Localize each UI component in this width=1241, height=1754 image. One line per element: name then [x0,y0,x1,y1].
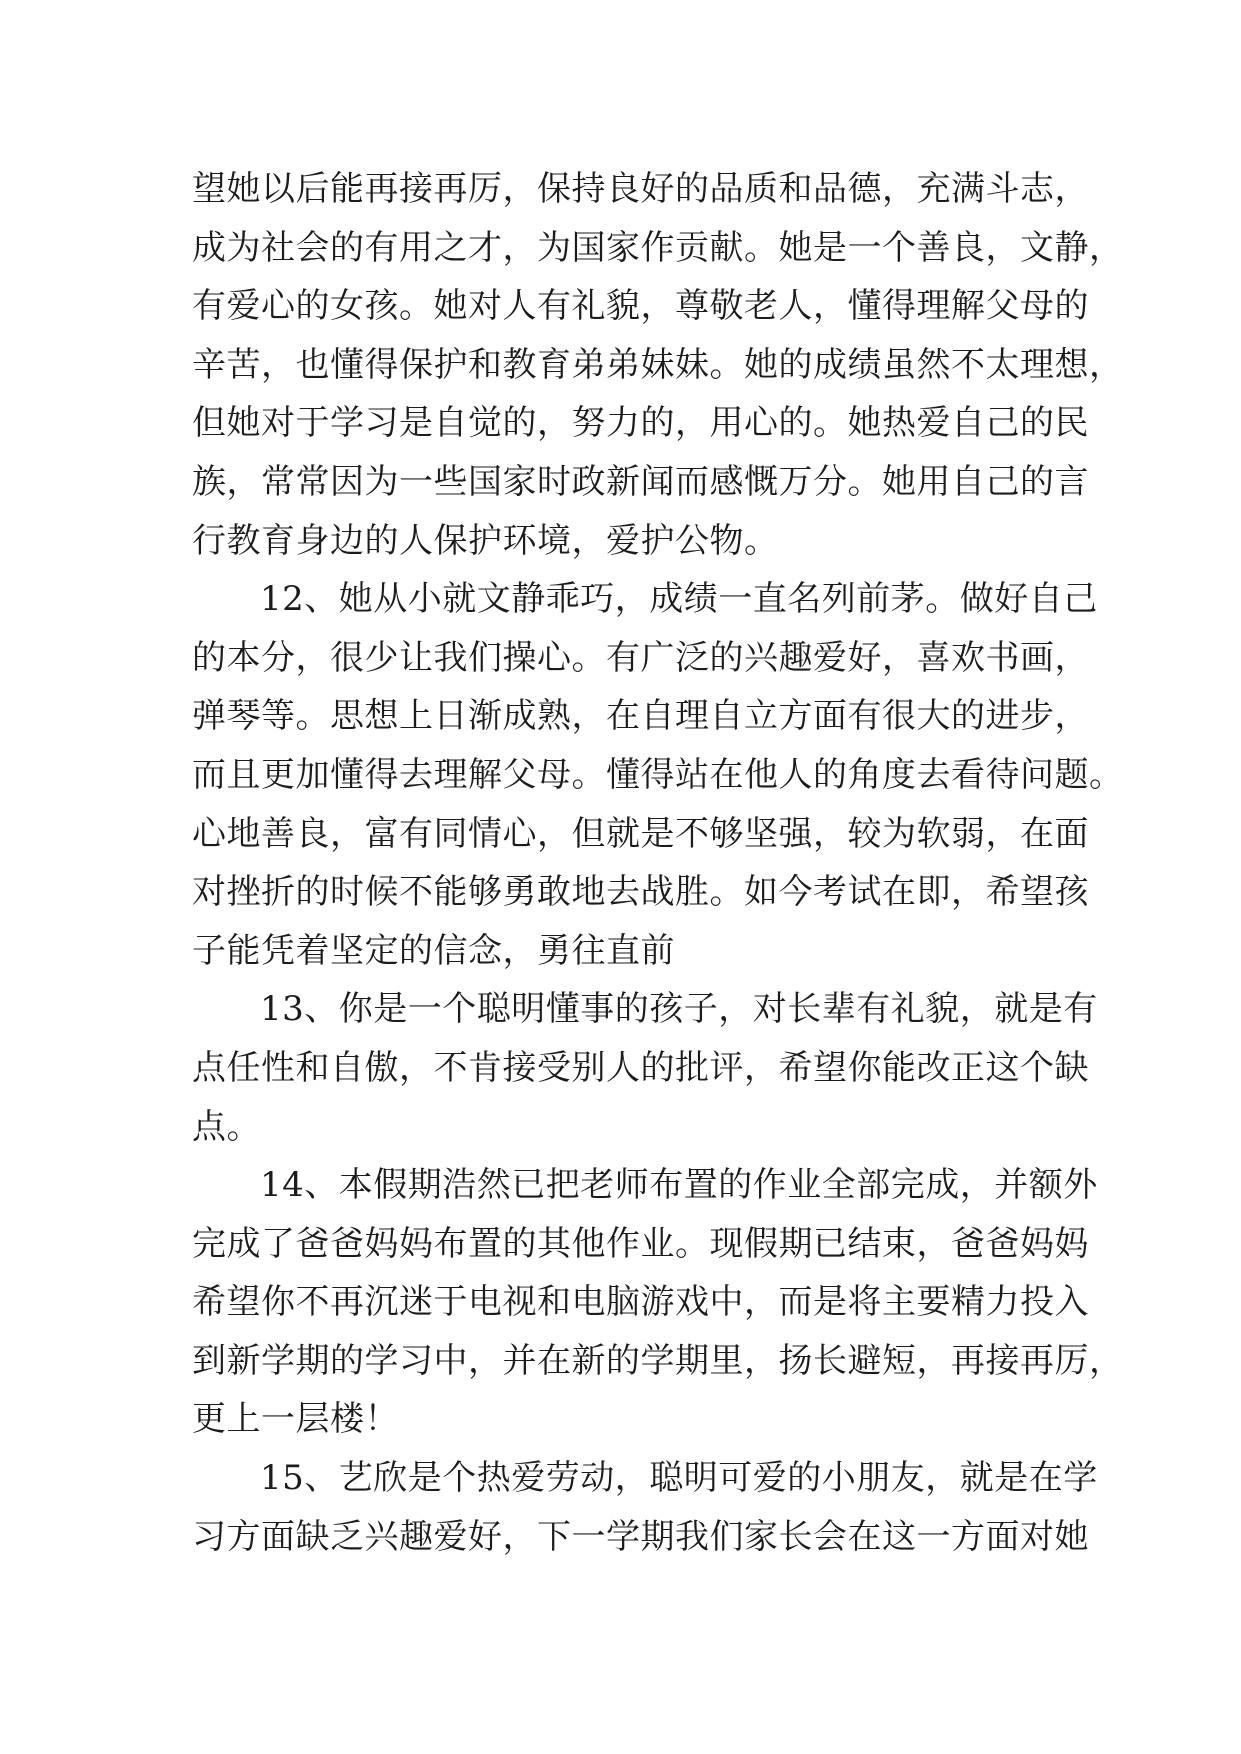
text-line: 15、艺欣是个热爱劳动，聪明可爱的小朋友，就是在学 [260,1458,1098,1499]
text-line: 对挫折的时候不能够勇敢地去战胜。如今考试在即，希望孩 [192,872,1089,913]
text-line: 成为社会的有用之才，为国家作贡献。她是一个善良，文静， [192,227,1124,268]
text-line: 点任性和自傲，不肯接受别人的批评，希望你能改正这个缺 [192,1047,1089,1088]
text-line: 辛苦，也懂得保护和教育弟弟妹妹。她的成绩虽然不太理想， [192,344,1124,385]
text-line: 12、她从小就文静乖巧，成绩一直名列前茅。做好自己 [260,579,1098,620]
text-line: 的本分，很少让我们操心。有广泛的兴趣爱好，喜欢书画， [192,637,1089,678]
text-line: 子能凭着坚定的信念，勇往直前 [192,930,675,971]
text-line: 14、本假期浩然已把老师布置的作业全部完成，并额外 [260,1165,1098,1206]
text-line: 而且更加懂得去理解父母。懂得站在他人的角度去看待问题。 [192,754,1124,795]
text-line: 希望你不再沉迷于电视和电脑游戏中，而是将主要精力投入 [192,1282,1089,1323]
text-line: 点。 [192,1106,261,1147]
text-line: 更上一层楼！ [192,1399,399,1440]
text-line: 完成了爸爸妈妈布置的其他作业。现假期已结束，爸爸妈妈 [192,1223,1089,1264]
text-line: 行教育身边的人保护环境，爱护公物。 [192,520,779,561]
text-line: 13、你是一个聪明懂事的孩子，对长辈有礼貌，就是有 [260,989,1098,1030]
text-line: 族，常常因为一些国家时政新闻而感慨万分。她用自己的言 [192,461,1089,502]
text-line: 有爱心的女孩。她对人有礼貌，尊敬老人，懂得理解父母的 [192,286,1089,327]
text-line: 但她对于学习是自觉的，努力的，用心的。她热爱自己的民 [192,403,1089,444]
text-line: 到新学期的学习中，并在新的学期里，扬长避短，再接再厉， [192,1340,1124,1381]
text-line: 弹琴等。思想上日渐成熟，在自理自立方面有很大的进步， [192,696,1089,737]
text-line: 望她以后能再接再厉，保持良好的品质和品德，充满斗志， [192,169,1089,209]
text-line: 习方面缺乏兴趣爱好，下一学期我们家长会在这一方面对她 [192,1516,1089,1557]
text-line: 心地善良，富有同情心，但就是不够坚强，较为软弱，在面 [192,813,1089,854]
document-body [192,160,1124,1566]
